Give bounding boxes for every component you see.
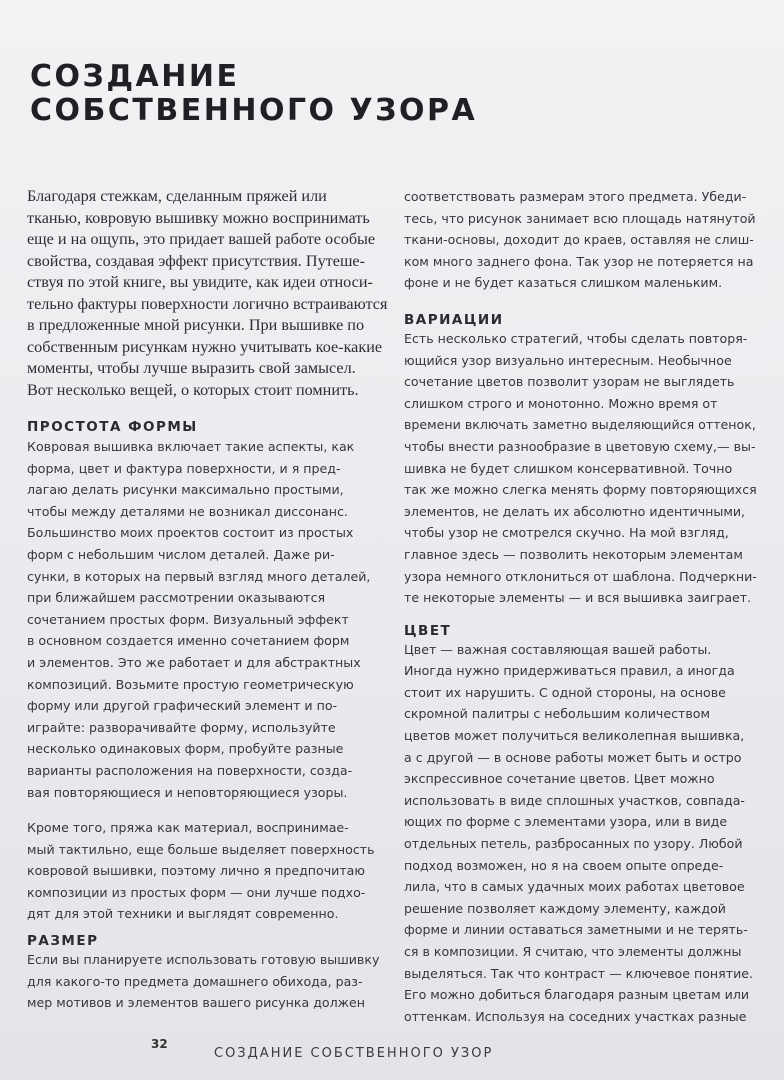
- text-line: времени включать заметно выделяющийся оттенок,: [404, 417, 756, 433]
- text-line: так же можно слегка менять форму повторяющихся: [404, 482, 757, 498]
- text-line: слишком строго и монотонно. Можно время от: [404, 395, 718, 411]
- text-line: форму или другой графический элемент и по-: [27, 698, 338, 714]
- text-line: Иногда нужно придерживаться правил, а иногда: [404, 663, 735, 679]
- text-line: Цвет — важная составляющая вашей работы.: [404, 641, 712, 657]
- title-line: СОЗДАНИЕ: [30, 59, 240, 94]
- text-line: чтобы внести разнообразие в цветовую схему,— вы-: [404, 438, 756, 454]
- text-line: в основном создается именно сочетанием форм: [27, 633, 350, 649]
- text-line: ющих по форме с элементами узора, или в виде: [404, 814, 728, 830]
- text-line: сочетанием простых форм. Визуальный эффект: [27, 611, 349, 627]
- left-column: [27, 186, 388, 1014]
- intro-paragraph: [27, 186, 388, 401]
- text-line: несколько одинаковых форм, пробуйте разные: [27, 741, 344, 757]
- text-line: элементов, не делать их абсолютно идентичными,: [404, 503, 746, 519]
- text-line: форма, цвет и фактура поверхности, и я пред-: [27, 460, 341, 476]
- text-line: Если вы планируете использовать готовую вышивку: [27, 952, 380, 968]
- text-line: и элементов. Это же работает и для абстрактных: [27, 654, 361, 670]
- text-line: Кроме того, пряжа как материал, воспринимае-: [27, 820, 349, 836]
- text-line: отдельных петель, разбросанных по узору. Любой: [404, 836, 743, 852]
- text-line: Есть несколько стратегий, чтобы сделать повторя-: [404, 330, 748, 346]
- text-line: стоит их нарушить. С одной стороны, на основе: [404, 684, 726, 700]
- text-line: Большинство моих проектов состоит из простых: [27, 525, 354, 541]
- text-line: лагаю делать рисунки максимально простыми,: [27, 482, 344, 498]
- text-line: играйте: разворачивайте форму, используйте: [27, 719, 336, 735]
- text-line: дят для этой техники и выглядят современно.: [27, 906, 339, 922]
- text-line: главное здесь — позволить некоторым элементам: [404, 546, 743, 562]
- text-line: выделяться. Так что контраст — ключевое понятие.: [404, 965, 754, 981]
- text-line: мый тактильно, еще больше выделяет поверхность: [27, 841, 375, 857]
- text-line: свойства, создавая эффект присутствия. Путеше-: [27, 251, 365, 270]
- running-title: СОЗДАНИЕ СОБСТВЕННОГО УЗОР: [214, 1046, 494, 1061]
- text-line: тканью, ковровую вышивку можно воспринимать: [27, 208, 370, 227]
- text-line: для какого-то предмета домашнего обихода, раз-: [27, 973, 363, 989]
- text-line: композиций. Возьмите простую геометрическую: [27, 676, 354, 692]
- section-heading-simplicity: ПРОСТОТА ФОРМЫ: [27, 419, 198, 435]
- text-line: моменты, чтобы лучше выразить свой замысел.: [27, 359, 356, 377]
- text-line: экспрессивное сочетание цветов. Цвет можно: [404, 771, 715, 787]
- section-heading-size: РАЗМЕР: [27, 933, 99, 950]
- title-line: СОБСТВЕННОГО УЗОРА: [30, 93, 478, 128]
- text-line: вая повторяющиеся и неповторяющиеся узоры.: [27, 784, 348, 800]
- chapter-title: [30, 60, 550, 128]
- page-number: 32: [151, 1037, 168, 1051]
- text-line: цветов может получиться великолепная вышивка,: [404, 728, 745, 744]
- color-paragraph: [404, 639, 774, 1028]
- text-line: Его можно добиться благодаря разным цветам или: [404, 987, 750, 1003]
- text-line: композиции из простых форм — они лучше подхо-: [27, 884, 366, 900]
- text-line: соответствовать размерам этого предмета. Убеди-: [404, 189, 747, 204]
- text-line: тельно фактуры поверхности логично встраиваются: [27, 294, 388, 313]
- text-line: шивка не будет слишком консервативной. Точно: [404, 460, 733, 476]
- size-paragraph-continued: [404, 186, 774, 294]
- text-line: ся в композиции. Я считаю, что элементы должны: [404, 944, 742, 959]
- text-line: чтобы между деталями не возникал диссонанс.: [27, 503, 348, 519]
- text-line: лила, что в самых удачных моих работах цветовое: [404, 879, 745, 895]
- variations-paragraph: [404, 328, 774, 609]
- text-line: ком много заднего фона. Так узор не потеряется на: [404, 253, 754, 269]
- section-heading-color: ЦВЕТ: [404, 622, 452, 639]
- text-line: форм с небольшим числом деталей. Даже ри-: [27, 546, 335, 562]
- text-line: форме и линии оставаться заметными и не терять-: [404, 922, 748, 938]
- simplicity-paragraph-1: [27, 436, 377, 803]
- text-line: Ковровая вышивка включает такие аспекты, как: [27, 439, 355, 454]
- text-line: те некоторые элементы — и вся вышивка заиграет.: [404, 590, 752, 606]
- text-line: скромной палитры с небольшим количеством: [404, 706, 711, 722]
- text-line: чтобы узор не смотрелся скучно. На мой взгляд,: [404, 525, 729, 541]
- text-line: сочетание цветов позволит узорам не выглядеть: [404, 374, 735, 390]
- text-line: в предложенные мной рисунки. При вышивке по: [27, 316, 365, 334]
- text-line: варианты расположения на поверхности, созда-: [27, 762, 353, 778]
- text-line: узора немного отклониться от шаблона. Подчеркни-: [404, 568, 757, 584]
- text-line: Благодаря стежкам, сделанным пряжей или: [27, 187, 327, 205]
- section-heading-variations: ВАРИАЦИИ: [404, 311, 504, 328]
- text-line: решение позволяет каждому элементу, каждой: [404, 900, 726, 916]
- text-line: ковровой вышивки, поэтому лично я предпочитаю: [27, 863, 365, 879]
- text-line: собственным рисункам нужно учитывать кое-какие: [27, 337, 383, 356]
- text-line: мер мотивов и элементов вашего рисунка должен: [27, 995, 366, 1011]
- text-line: еще и на ощупь, это придает вашей работе особые: [27, 230, 376, 248]
- text-line: оттенкам. Используя на соседних участках разные: [404, 1008, 747, 1024]
- text-line: тесь, что рисунок занимает всю площадь натянутой: [404, 210, 756, 226]
- size-paragraph: [27, 949, 380, 1014]
- text-line: при ближайшем рассмотрении оказываются: [27, 590, 326, 606]
- text-line: фоне и не будет казаться слишком маленьким.: [404, 275, 723, 291]
- simplicity-paragraph-2: [27, 817, 377, 925]
- text-line: ющийся узор визуально интересным. Необычное: [404, 352, 732, 368]
- right-column: [404, 186, 774, 1027]
- text-line: подход возможен, но я на своем опыте опреде-: [404, 857, 724, 873]
- text-line: Вот несколько вещей, о которых стоит помнить.: [27, 380, 359, 399]
- text-line: использовать в виде сплошных участков, совпада-: [404, 792, 745, 808]
- text-line: сунки, в которых на первый взгляд много деталей,: [27, 568, 371, 584]
- text-line: ткани-основы, доходит до краев, оставляя не слиш-: [404, 232, 754, 248]
- text-line: а с другой — в основе работы может быть и остро: [404, 749, 742, 765]
- text-line: ствуя по этой книге, вы увидите, как идеи относи-: [27, 273, 373, 291]
